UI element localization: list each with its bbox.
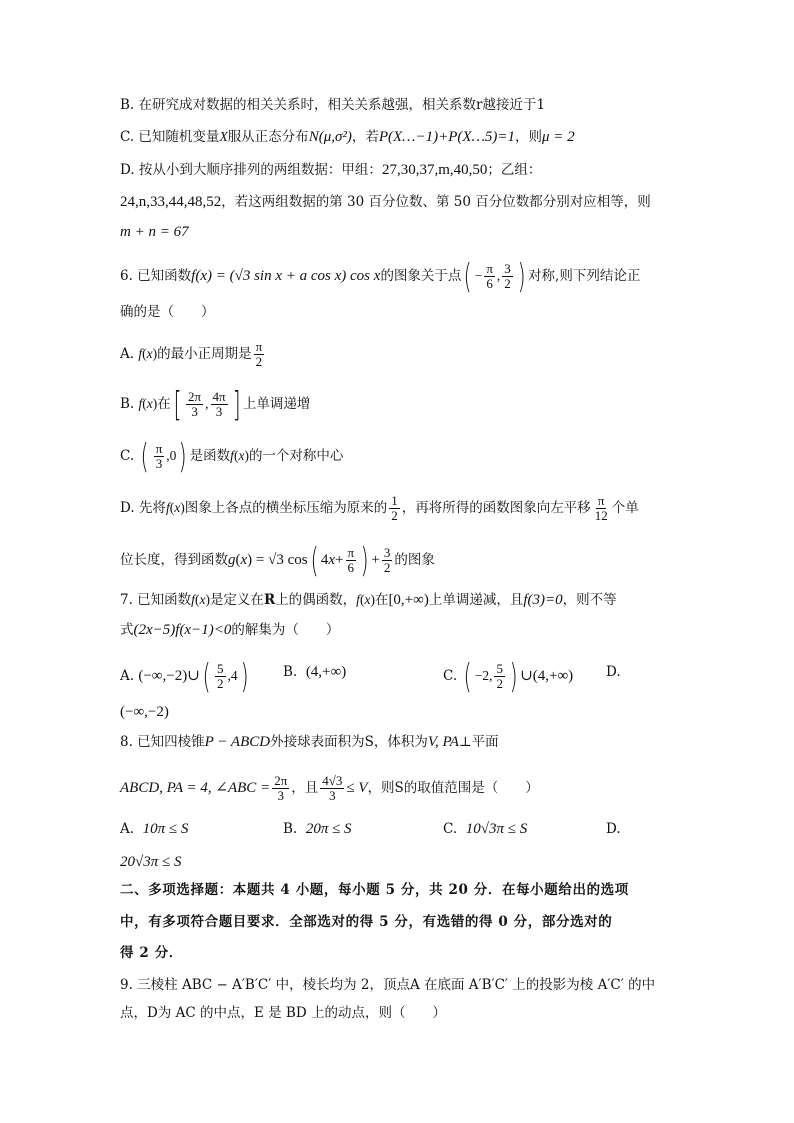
q8-stem-t6: ≤ V bbox=[346, 780, 368, 796]
q6-stem-line1: 6. 已知函数f(x) = (√3 sin x + a cos x) cos x的图象关于点( − $\frac{\pi}{6}$ , $\frac{3}{2}$ ) 对称,则下列结论正 bbox=[120, 256, 641, 297]
q8-pyramid: P − ABCD bbox=[204, 734, 271, 750]
q6-paren-right: ) bbox=[517, 256, 526, 297]
q5-c-var: X bbox=[219, 129, 228, 144]
q6-point-y: $\frac{3}{2}$ bbox=[504, 261, 511, 291]
q8-option-d bbox=[606, 819, 621, 839]
q5-c-prefix: C. 已知随机变量 bbox=[120, 129, 220, 145]
q6-b-text: 在 bbox=[157, 396, 171, 412]
q6-d-text1: 图象上各点的横坐标压缩为原来的 bbox=[184, 500, 388, 516]
q8-option-d-value-line bbox=[120, 852, 181, 872]
q6-c-text2: 的一个对称中心 bbox=[248, 448, 344, 464]
q7-condition: f(3)=0 bbox=[523, 592, 563, 608]
q5-option-b-text: B. 在研究成对数据的相关关系时，相关关系越强，相关系数r越接近于1 bbox=[120, 97, 546, 113]
q6-option-d-line1: D. 先将f(x)图象上各点的横坐标压缩为原来的 $\frac{1}{2}$ ，再将所得的函数图象向左平移 $\frac{\pi}{12}$ 个单 bbox=[120, 493, 639, 523]
q6-option-d-line2: 位长度，得到函数g(x) = √3 cos( 4x+ $\frac{\pi}{6}$ ) + $\frac{3}{2}$ 的图象 bbox=[120, 540, 435, 581]
q8-stem-t5: ，且 bbox=[291, 780, 319, 796]
q7-option-d-value-line bbox=[120, 702, 169, 722]
q6-option-a: A. f(x)的最小正周期是 $\frac{\pi}{2}$ bbox=[120, 339, 263, 369]
q6-function: f(x) = (√3 sin x + a cos x) cos x bbox=[191, 268, 381, 284]
q8-option-c bbox=[443, 819, 527, 839]
q5-c-dist: N(μ,σ²) bbox=[308, 129, 352, 145]
q8-b-value: 20π ≤ S bbox=[305, 821, 352, 837]
q6-a-frac: $\frac{\pi}{2}$ bbox=[255, 339, 263, 369]
q7-c-label: C. bbox=[443, 668, 458, 684]
q7-interval: [0,+∞) bbox=[388, 592, 429, 608]
q5-c-text3: ，则 bbox=[515, 129, 543, 145]
q5-d-group2: 24,n,33,44,48,52 bbox=[120, 194, 222, 210]
q6-b-text2: 上单调递增 bbox=[242, 396, 311, 412]
q6-stem-end: 对称,则下列结论正 bbox=[528, 268, 641, 284]
q8-stem-t1: 外接球表面积为S，体积为 bbox=[270, 734, 428, 750]
q8-stem-line2: ABCD, PA = 4, ∠ABC = $\frac{2\pi}{3}$ ，且 $\frac{4√3}{3}$ ≤ V，则S的取值范围是（ ） bbox=[120, 773, 539, 803]
q6-c-label: C. bbox=[120, 448, 135, 464]
q6-stem-line2-text: 确的是（ ） bbox=[120, 304, 215, 320]
q8-b-label: B. bbox=[283, 821, 298, 837]
q5-d-result: m + n = 67 bbox=[120, 224, 189, 240]
section2-heading-2: 中，有多项符合题目要求．全部选对的得 5 分，有选错的得 0 分，部分选对的 bbox=[120, 914, 613, 930]
q5-c-expr: P(X…−1)+P(X…5)=1 bbox=[378, 129, 516, 145]
q9-line2 bbox=[120, 1003, 446, 1023]
q7-stem-line1: 7. 已知函数f(x)是定义在R上的偶函数，f(x)在[0,+∞)上单调递减，且f(3)=0，则不等 bbox=[120, 592, 617, 608]
q6-option-b: B. f(x)在[ $\frac{2\pi}{3}$ , $\frac{4\pi}{3}$ ] 上单调递增 bbox=[120, 384, 311, 425]
q8-stem-prefix: 8. 已知四棱锥 bbox=[120, 734, 205, 750]
q7-stem-t4: 上单调递减，且 bbox=[428, 592, 524, 608]
section2-heading-3: 得 2 分． bbox=[120, 945, 183, 961]
q8-stem-t7: ，则S的取值范围是（ ） bbox=[367, 780, 539, 796]
q8-stem-t2: V, PA bbox=[427, 734, 459, 750]
q8-option-a bbox=[120, 819, 188, 839]
section2-line1 bbox=[120, 880, 629, 900]
q5-option-c bbox=[120, 127, 575, 147]
q8-stem-t3: ⊥平面 bbox=[458, 734, 499, 750]
q8-stem-t4: ABCD, PA = 4, ∠ABC = bbox=[120, 780, 271, 796]
q5-c-text2: ，若 bbox=[351, 129, 379, 145]
q6-c-text: 是函数 bbox=[189, 448, 231, 464]
q7-stem-t1: 是定义在 bbox=[209, 592, 264, 608]
q5-d-text3: ，若这两组数据的第 30 百分位数、第 50 百分位数都分别对应相等，则 bbox=[221, 194, 651, 210]
q5-c-text1: 服从正态分布 bbox=[227, 129, 309, 145]
q7-inequality: (2x−5)f(x−1)<0 bbox=[133, 622, 232, 638]
q5-option-d-line3 bbox=[120, 222, 189, 242]
q7-b-label: B. bbox=[283, 664, 298, 680]
q7-d-value: (−∞,−2) bbox=[120, 704, 169, 720]
q5-d-text2: ；乙组： bbox=[487, 162, 542, 178]
q7-d-label: D. bbox=[606, 664, 621, 680]
q8-a-value: 10π ≤ S bbox=[142, 821, 189, 837]
q5-option-d-line2 bbox=[120, 192, 651, 212]
q8-c-value: 10√3π ≤ S bbox=[465, 821, 528, 837]
q6-a-label: A. bbox=[120, 346, 135, 362]
q8-d-value: 20√3π ≤ S bbox=[120, 854, 182, 870]
q8-stem-line1 bbox=[120, 732, 499, 752]
q6-stem-mid: 的图象关于点 bbox=[380, 268, 462, 284]
q6-option-c: C. ( $\frac{\pi}{3}$ ,0) 是函数f(x)的一个对称中心 bbox=[120, 436, 344, 477]
q9-text-1: 9. 三棱柱 ABC − A′B′C′ 中，棱长均为 2，顶点A 在底面 A′B′C′ 上的投影为棱 A′C′ 的中 bbox=[120, 977, 656, 993]
q6-d-text4: 位长度，得到函数 bbox=[120, 552, 228, 568]
q5-d-group1: 27,30,37,m,40,50 bbox=[381, 162, 488, 178]
q6-point-x: $\frac{\pi}{6}$ bbox=[486, 261, 493, 291]
q8-a-label: A. bbox=[120, 821, 135, 837]
q7-a-val1: (−∞,−2)∪ bbox=[138, 668, 200, 684]
section2-line2 bbox=[120, 912, 612, 932]
q8-option-b bbox=[283, 819, 352, 839]
q8-c-label: C. bbox=[443, 821, 458, 837]
q7-stem-t3: 在 bbox=[374, 592, 389, 608]
q9-line1 bbox=[120, 975, 655, 995]
q7-stem-prefix: 7. 已知函数 bbox=[120, 592, 192, 608]
q7-real-set: R bbox=[263, 592, 276, 608]
q5-option-b bbox=[120, 95, 545, 115]
q7-stem-t6: 式 bbox=[120, 622, 134, 638]
q7-options: A. (−∞,−2)∪( $\frac{5}{2}$ ,4) bbox=[120, 656, 249, 697]
q6-d-text2: ，再将所得的函数图象向左平移 bbox=[401, 500, 591, 516]
q6-paren-left: ( bbox=[464, 256, 473, 297]
q7-option-b bbox=[283, 662, 346, 682]
q5-d-text1: D. 按从小到大顺序排列的两组数据：甲组： bbox=[120, 162, 382, 178]
q7-option-d bbox=[606, 662, 621, 682]
section2-line3 bbox=[120, 943, 183, 963]
q7-a-label: A. bbox=[120, 668, 135, 684]
q6-stem-line2 bbox=[120, 302, 215, 322]
q7-stem-t5: ，则不等 bbox=[562, 592, 617, 608]
q7-stem-t2: 上的偶函数， bbox=[275, 592, 357, 608]
q5-option-d-line1 bbox=[120, 160, 541, 180]
q6-d-label: D. 先将 bbox=[120, 500, 166, 516]
q9-text-2: 点，D为 AC 的中点，E 是 BD 上的动点，则（ ） bbox=[120, 1005, 446, 1021]
q7-option-c: C. ( −2, $\frac{5}{2}$ ) ∪(4,+∞) bbox=[443, 656, 574, 697]
q7-stem-t7: 的解集为（ ） bbox=[231, 622, 340, 638]
section2-heading-1: 二、多项选择题：本题共 4 小题，每小题 5 分，共 20 分．在每小题给出的选项 bbox=[120, 882, 629, 898]
q6-b-label: B. bbox=[120, 396, 135, 412]
q6-d-text3: 个单 bbox=[611, 500, 639, 516]
q6-stem-prefix: 6. 已知函数 bbox=[120, 268, 192, 284]
q6-a-text: 的最小正周期是 bbox=[157, 346, 252, 362]
q7-stem-line2 bbox=[120, 620, 339, 640]
q8-d-label: D. bbox=[606, 821, 621, 837]
q5-c-result: μ = 2 bbox=[542, 129, 575, 145]
q6-d-text5: 的图象 bbox=[394, 552, 435, 568]
q7-c-value: ∪(4,+∞) bbox=[520, 668, 574, 684]
q7-b-value: (4,+∞) bbox=[305, 664, 347, 680]
